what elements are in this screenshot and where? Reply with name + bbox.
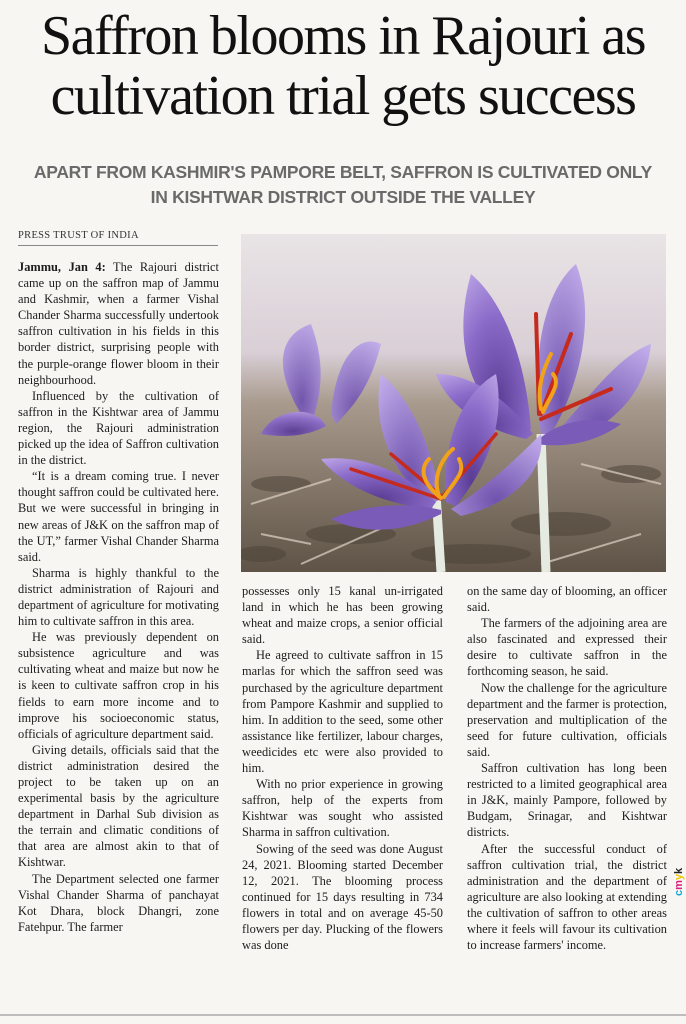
paragraph: Influenced by the cultivation of saffron in the Kishtwar area of Jammu region, the Rajouri administration picked up the idea of Saffron cultivation in the district.: [18, 388, 219, 468]
subhead-line-2: IN KISHTWAR DISTRICT OUTSIDE THE VALLEY: [150, 187, 536, 207]
paragraph: on the same day of blooming, an officer said.: [467, 584, 667, 615]
cmyk-print-mark: [672, 838, 686, 898]
paragraph: Giving details, officials said that the district administration desired the project to be taken up on an experimental basis by the agriculture department in Darhal Sub division as the terrain and climatic conditions of that area are almost akin to that of Kishtwar.: [18, 742, 219, 870]
paragraph: Sowing of the seed was done August 24, 2021. Blooming started December 12, 2021. The blooming process continued for 15 days resulting in 734 flowers in total and on average 45-50 flowers per day. Plucking of the flowers was done: [242, 841, 443, 953]
paragraph: The farmers of the adjoining area are also fascinated and expressed their desire to cultivate saffron in the forthcoming season, he said.: [467, 616, 667, 679]
paragraph: With no prior experience in growing saffron, help of the experts from Kishtwar was sought who assisted Sharma in saffron cultivation.: [242, 777, 443, 840]
paragraph: He agreed to cultivate saffron in 15 marlas for which the saffron seed was purchased by the agriculture department from Pampore Kashmir and supplied to him. In addition to the seed, some other assistance like fertilizer, labour charges, weedicides etc were also provided to him.: [242, 648, 443, 776]
paragraph: Sharma is highly thankful to the district administration of Rajouri and department of agriculture for motivating him to cultivate saffron in this area.: [18, 565, 219, 629]
article-column-1: [18, 259, 219, 935]
svg-text:cmyk: cmyk: [673, 867, 685, 896]
paragraph: He was previously dependent on subsistence agriculture and was cultivating wheat and maize but now he is keen to cultivate saffron crop in his fields to earn more income and to improve his socioeconomic status, officials of agriculture department said.: [18, 630, 219, 741]
dateline: Jammu, Jan 4:: [18, 260, 106, 274]
headline-line-1: Saffron blooms in Rajouri as: [40, 5, 646, 67]
paragraph: After the successful conduct of saffron cultivation trial, the district administration and the department of agriculture are also looking at extending the cultivation of saffron to other areas where it feels will favour its cultivation to increase farmers' income.: [467, 841, 667, 953]
article-column-3: [467, 583, 667, 953]
paragraph: “It is a dream coming true. I never thought saffron could be cultivated here. But we were successful in bringing in new areas of J&K on the saffron map of the UT,” farmer Vishal Chander Sharma said.: [18, 469, 219, 564]
headline: [12, 6, 674, 126]
page-bottom-rule: [0, 1014, 686, 1016]
article-column-2: [242, 583, 443, 953]
saffron-flower-photo: [241, 234, 666, 572]
paragraph: Now the challenge for the agriculture department and the farmer is protection, preservation and multiplication of the seed for future cultivation, officials said.: [467, 680, 667, 759]
paragraph: possesses only 15 kanal un-irrigated land in which he has been growing wheat and maize crops, a senior official said.: [242, 584, 443, 647]
headline-line-2: cultivation trial gets success: [50, 65, 636, 127]
paragraph: Jammu, Jan 4: The Rajouri district came up on the saffron map of Jammu and Kashmir, when a farmer Vishal Chander Sharma successfully undertook saffron cultivation in his fields in this border district, surprising people with the purple-orange flower bloom in their neighbourhood.: [18, 260, 219, 387]
subhead-line-1: APART FROM KASHMIR'S PAMPORE BELT, SAFFRON IS CULTIVATED ONLY: [33, 162, 653, 182]
byline: PRESS TRUST OF INDIA: [18, 230, 218, 246]
subheadline: [18, 160, 668, 210]
paragraph: Saffron cultivation has long been restricted to a limited geographical area in J&K, mainly Pampore, followed by Budgam, Srinagar, and Kishtwar districts.: [467, 761, 667, 840]
paragraph: The Department selected one farmer Vishal Chander Sharma of panchayat Kot Dhara, block Dhangri, zone Fatehpur. The farmer: [18, 871, 219, 934]
